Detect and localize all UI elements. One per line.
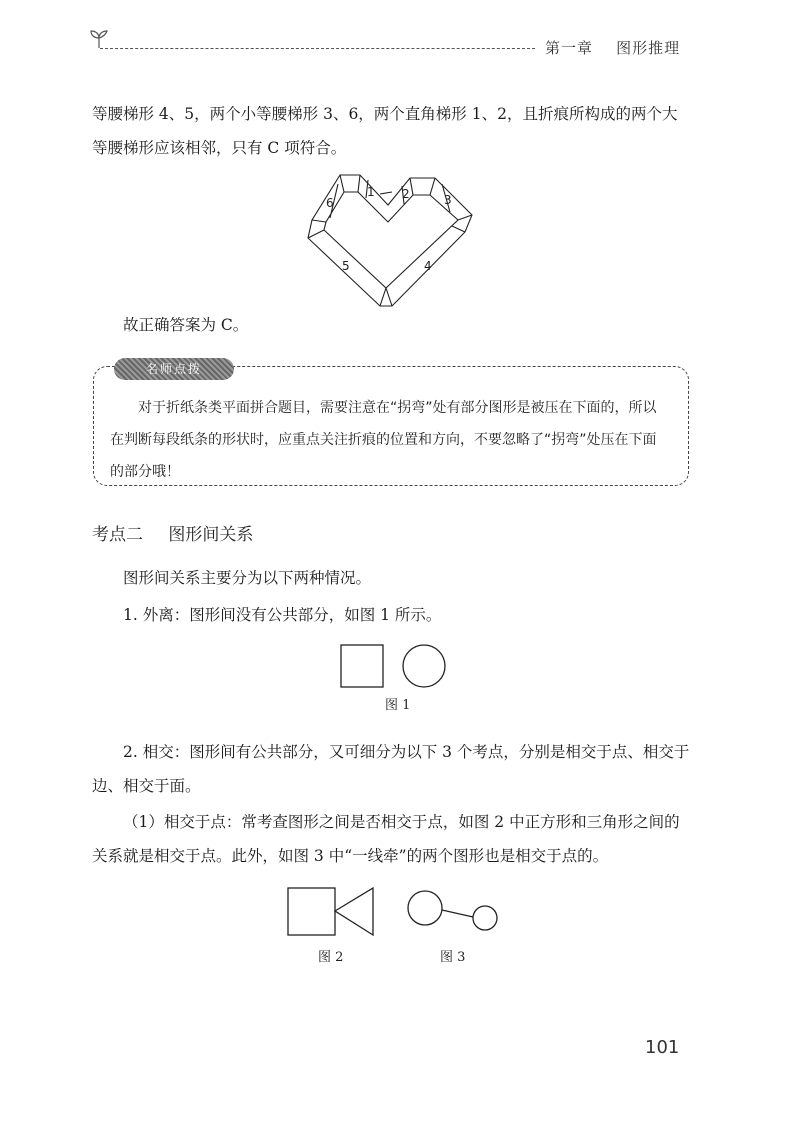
heart-folded-strip-figure: [300, 170, 480, 310]
strip-label-4: 4: [424, 259, 432, 273]
section-intro: 图形间关系主要分为以下两种情况。: [123, 569, 372, 587]
sprout-icon: [88, 28, 110, 50]
strip-label-2: 2: [402, 187, 410, 201]
fig1-circle: [403, 645, 445, 687]
fig2-square: [288, 888, 335, 935]
fig2-triangle: [335, 888, 373, 935]
running-header: [545, 37, 680, 58]
header-rule: [100, 48, 535, 49]
page-number: 101: [645, 1037, 680, 1058]
strip-label-1: 1: [367, 185, 375, 199]
item-separation: 1. 外离：图形间没有公共部分，如图 1 所示。: [123, 606, 442, 624]
tip-text: 对于折纸条类平面拼合题目，需要注意在“拐弯”处有部分图形是被压在下面的，所以在判断每段纸条的形状时，应重点关注折痕的位置和方向，不要忽略了“拐弯”处压在下面的部分哦！: [110, 400, 657, 480]
answer-line: 故正确答案为 C。: [123, 316, 249, 334]
chapter-number: 第一章: [545, 39, 594, 57]
figure-3-connected-circles: [405, 888, 500, 940]
strip-label-5: 5: [342, 259, 350, 273]
paragraph-solution: 等腰梯形 4、5，两个小等腰梯形 3、6，两个直角梯形 1、2，且折痕所构成的两个大等腰梯形应该相邻，只有 C 项符合。: [92, 105, 678, 157]
item-intersection: 2. 相交：图形间有公共部分，又可细分为以下 3 个考点，分别是相交于点、相交于边、相交于面。: [92, 743, 690, 795]
fig3-small-circle: [473, 906, 497, 930]
figure-2-square-triangle: [286, 886, 378, 938]
fig3-large-circle: [408, 891, 442, 925]
tip-badge: 名师点拨: [114, 358, 234, 380]
figure-1-square-circle: [338, 642, 450, 692]
section-title: 图形间关系: [168, 525, 254, 545]
chapter-title: 图形推理: [616, 39, 681, 57]
section-number: 考点二: [92, 525, 143, 545]
item-intersect-at-point: （1）相交于点：常考查图形之间是否相交于点，如图 2 中正方形和三角形之间的关系就是相交于点。此外，如图 3 中“一线牵”的两个图形也是相交于点的。: [92, 813, 680, 865]
fig3-caption: 图 3: [440, 950, 466, 965]
fig3-connector: [442, 910, 473, 917]
section-heading: [92, 520, 273, 545]
strip-label-3: 3: [444, 193, 452, 207]
strip-label-6: 6: [326, 196, 334, 210]
fig1-caption: 图 1: [385, 698, 411, 713]
fig1-square: [341, 645, 383, 687]
fig2-caption: 图 2: [318, 950, 344, 965]
